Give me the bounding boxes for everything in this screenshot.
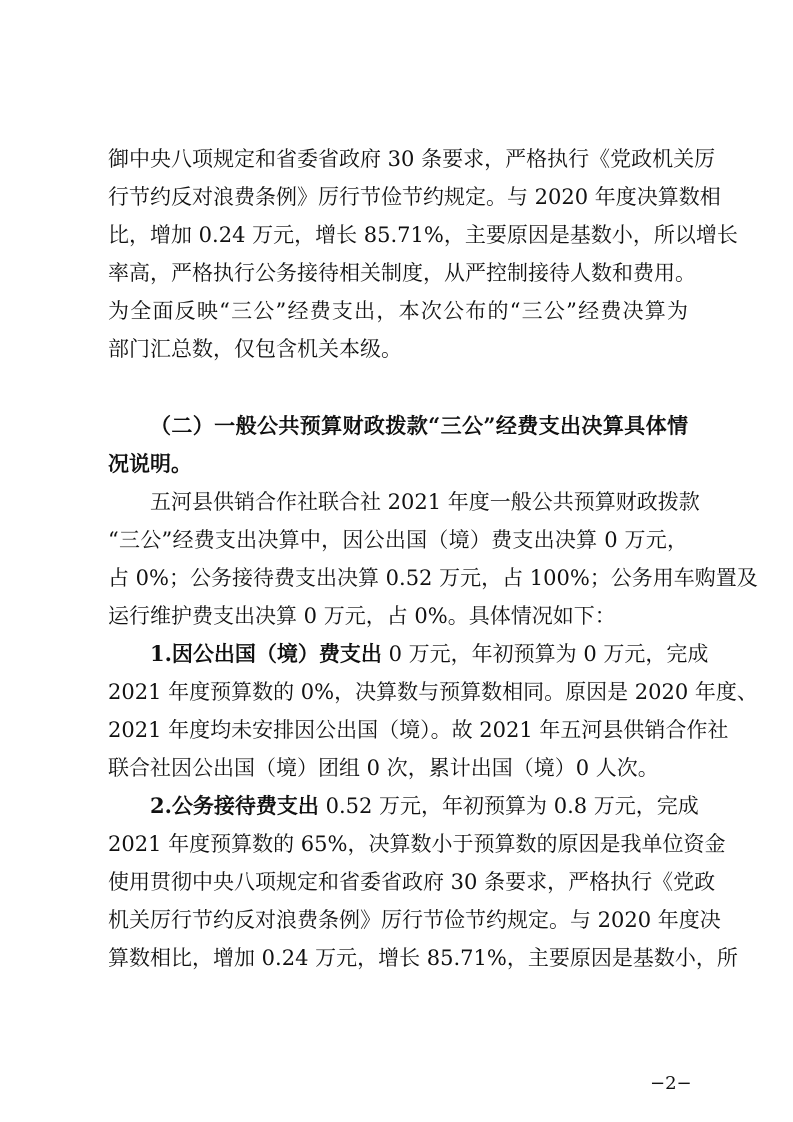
item-first-line bbox=[150, 790, 699, 822]
text-line: 率高，严格执行公务接待相关制度，从严控制接待人数和费用。 bbox=[108, 261, 696, 285]
text-line: 算数相比，增加 0.24 万元，增长 85.71%，主要原因是基数小，所 bbox=[108, 946, 738, 970]
text-line: 五河县供销合作社联合社 2021 年度一般公共预算财政拨款 bbox=[150, 490, 700, 514]
section-heading: 况说明。 bbox=[108, 451, 192, 476]
item-label: 2.公务接待费支出 bbox=[150, 793, 319, 818]
text-line: “三公”经费支出决算中，因公出国（境）费支出决算 0 万元， bbox=[108, 528, 688, 552]
text-line: 2021 年度预算数的 65%，决算数小于预算数的原因是我单位资金 bbox=[108, 832, 726, 856]
section-heading: （二）一般公共预算财政拨款“三公”经费支出决算具体情 bbox=[150, 413, 688, 438]
item-first-line bbox=[150, 638, 709, 670]
text-line: 部门汇总数，仅包含机关本级。 bbox=[108, 337, 402, 361]
text-line: 2021 年度预算数的 0%，决算数与预算数相同。原因是 2020 年度、 bbox=[108, 680, 758, 704]
text-line: 比，增加 0.24 万元，增长 85.71%，主要原因是基数小，所以增长 bbox=[108, 223, 738, 247]
page-number: −2− bbox=[650, 1073, 692, 1094]
text-line: 运行维护费支出决算 0 万元，占 0%。具体情况如下： bbox=[108, 604, 616, 628]
text-line: 为全面反映“三公”经费支出，本次公布的“三公”经费决算为 bbox=[108, 299, 688, 323]
text-line: 行节约反对浪费条例》厉行节俭节约规定。与 2020 年度决算数相 bbox=[108, 185, 721, 209]
item-label: 1.因公出国（境）费支出 bbox=[150, 641, 382, 666]
text-line: 2021 年度均未安排因公出国（境）。故 2021 年五河县供销合作社 bbox=[108, 718, 729, 742]
text-line: 机关厉行节约反对浪费条例》厉行节俭节约规定。与 2020 年度决 bbox=[108, 908, 721, 932]
text-line: 占 0%；公务接待费支出决算 0.52 万元，占 100%；公务用车购置及 bbox=[108, 566, 758, 590]
text-line: 御中央八项规定和省委省政府 30 条要求，严格执行《党政机关厉 bbox=[108, 147, 716, 171]
item-text: 0.52 万元，年初预算为 0.8 万元，完成 bbox=[318, 794, 699, 818]
text-line: 使用贯彻中央八项规定和省委省政府 30 条要求，严格执行《党政 bbox=[108, 870, 716, 894]
text-line: 联合社因公出国（境）团组 0 次，累计出国（境）0 人次。 bbox=[108, 756, 659, 780]
item-text: 0 万元，年初预算为 0 万元，完成 bbox=[381, 642, 709, 666]
